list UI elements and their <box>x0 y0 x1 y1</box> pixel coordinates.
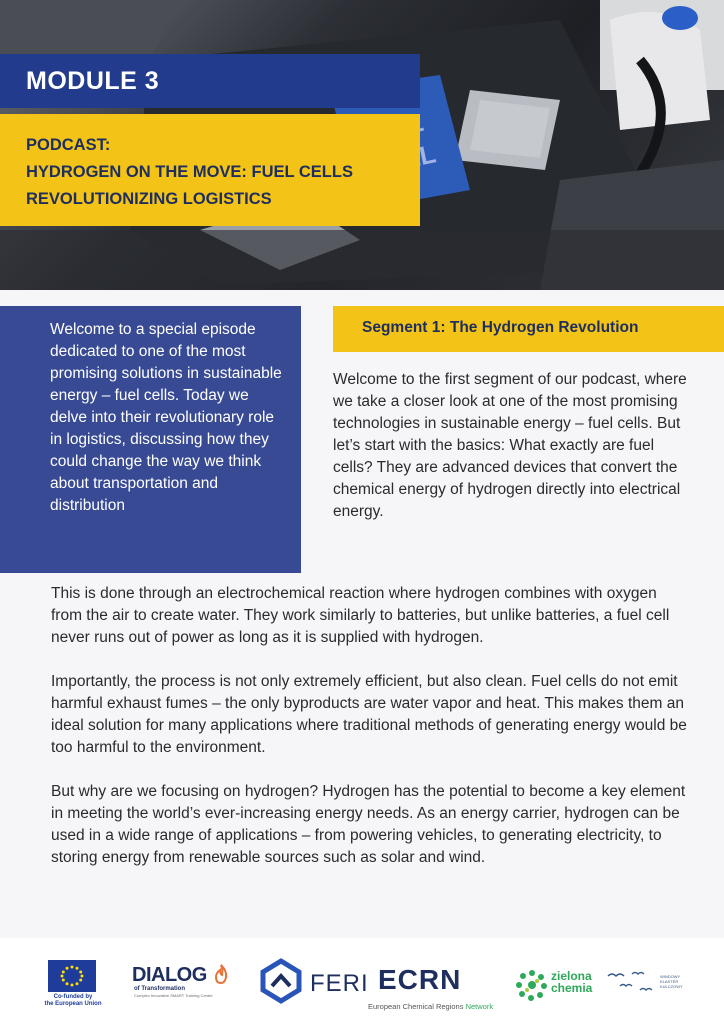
klaster-line: KLASTER <box>660 979 679 984</box>
eu-stars-icon <box>48 960 96 992</box>
dialog-name: DIALOG <box>132 964 207 986</box>
ecrn-caption-accent: Network <box>465 1002 494 1011</box>
body-paragraph: This is done through an electrochemical reaction where hydrogen combines with oxygen from the air to create water. They work similarly to batteries, but unlike batteries, a fuel cell never runs out of power as long as it is supplied with hydrogen. <box>51 585 670 646</box>
eu-caption-line: the European Union <box>44 1001 102 1007</box>
zielona-line: chemia <box>551 981 593 995</box>
feri-arrows-icon <box>258 958 304 1004</box>
ecrn-caption <box>368 1002 493 1011</box>
module-label: MODULE 3 <box>0 54 420 108</box>
body-text <box>51 583 691 891</box>
zielona-chemia-logo <box>551 970 592 994</box>
podcast-title <box>0 114 420 226</box>
podcast-title-line: REVOLUTIONIZING LOGISTICS <box>26 190 272 208</box>
intro-text: Welcome to a special episode dedicated to one of the most promising solutions in sustainable energy – fuel cells. Today we delve into their revolutionary role in logistics, discussing how they could change the way we think about transportation and distribution <box>50 321 282 514</box>
eu-caption-line: Co-funded by <box>53 994 93 1000</box>
segment-lead-text: Welcome to the first segment of our podcast, where we take a closer look at one of the most promising technologies in sustainable energy – fuel cells. But let’s start with the basics: What exactly are fuel cells? They are advanced devices that convert the chemical energy of hydrogen directly into electrical energy. <box>333 371 687 520</box>
eu-flag-logo <box>48 960 96 992</box>
segment-heading: Segment 1: The Hydrogen Revolution <box>333 306 724 352</box>
zielona-dots-icon <box>515 968 549 1002</box>
intro-box <box>0 306 301 573</box>
feri-logo-mark <box>258 958 304 1004</box>
podcast-title-line: HYDROGEN ON THE MOVE: FUEL CELLS <box>26 163 353 181</box>
dialog-tagline: Complex Innovative SMART Training Centre <box>134 993 213 998</box>
birds-icon <box>606 966 656 1000</box>
flying-birds-icon <box>606 966 656 1000</box>
podcast-title-line: PODCAST: <box>26 136 111 154</box>
body-paragraph: Importantly, the process is not only extremely efficient, but also clean. Fuel cells do not emit harmful exhaust fumes – the only byproducts are water vapor and heat. This makes them an ideal solution for many applications where traditional methods of generating energy would be too harmful to the environment. <box>51 673 687 756</box>
feri-name: FERI <box>310 970 369 997</box>
ecrn-logo: ECRN <box>378 964 462 995</box>
ecrn-caption-text: European Chemical Regions <box>368 1002 464 1011</box>
klaster-line: KULCZOWY <box>660 984 683 989</box>
dialog-logo <box>132 964 230 987</box>
klaster-caption <box>660 974 683 989</box>
klaster-line: WINDOWY <box>660 974 681 979</box>
eu-caption <box>38 994 108 1008</box>
zielona-line: zielona <box>551 969 592 983</box>
molecule-dots-icon <box>515 968 549 1002</box>
body-paragraph: But why are we focusing on hydrogen? Hydrogen has the potential to become a key element in meeting the world’s ever-increasing energy needs. As an energy carrier, hydrogen can be used in a wide range of applications – from powering vehicles, to generating electricity, to storing energy from renewable sources such as solar and wind. <box>51 783 686 866</box>
dialog-subtitle: of Transformation <box>134 986 186 992</box>
flame-icon <box>212 964 230 984</box>
footer-logos <box>0 938 724 1024</box>
